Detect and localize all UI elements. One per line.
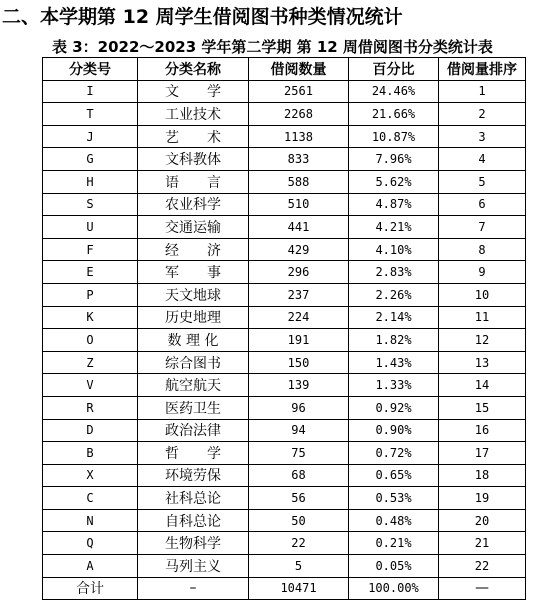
borrow-count-cell: 510 <box>249 193 349 216</box>
table-row <box>43 306 526 329</box>
borrow-count-cell: 139 <box>249 374 349 397</box>
category-code-cell: O <box>43 329 138 352</box>
rank-cell: 21 <box>439 532 526 555</box>
percentage-cell: 0.65% <box>349 464 439 487</box>
category-name-cell: 综合图书 <box>138 351 249 374</box>
total-count: 10471 <box>249 577 349 600</box>
borrow-count-cell: 56 <box>249 487 349 510</box>
borrow-count-cell: 22 <box>249 532 349 555</box>
category-code-cell: T <box>43 103 138 126</box>
table-row <box>43 396 526 419</box>
header-rank: 借阅量排序 <box>439 58 526 81</box>
category-name-cell: 数 理 化 <box>138 329 249 352</box>
borrow-count-cell: 296 <box>249 261 349 284</box>
total-rank: — <box>439 577 526 600</box>
category-name-cell: 社科总论 <box>138 487 249 510</box>
borrow-count-cell: 150 <box>249 351 349 374</box>
category-name-cell: 哲 学 <box>138 442 249 465</box>
category-code-cell: A <box>43 555 138 578</box>
total-percent: 100.00% <box>349 577 439 600</box>
rank-cell: 4 <box>439 148 526 171</box>
rank-cell: 20 <box>439 509 526 532</box>
table-row <box>43 329 526 352</box>
table-row <box>43 374 526 397</box>
total-row <box>43 577 526 600</box>
rank-cell: 22 <box>439 555 526 578</box>
borrow-count-cell: 224 <box>249 306 349 329</box>
total-name: – <box>138 577 249 600</box>
percentage-cell: 1.33% <box>349 374 439 397</box>
table-body <box>43 80 526 577</box>
rank-cell: 14 <box>439 374 526 397</box>
table-row <box>43 148 526 171</box>
category-code-cell: U <box>43 216 138 239</box>
rank-cell: 13 <box>439 351 526 374</box>
category-code-cell: N <box>43 509 138 532</box>
percentage-cell: 10.87% <box>349 125 439 148</box>
category-name-cell: 交通运输 <box>138 216 249 239</box>
percentage-cell: 21.66% <box>349 103 439 126</box>
rank-cell: 17 <box>439 442 526 465</box>
table-row <box>43 193 526 216</box>
category-name-cell: 文科教体 <box>138 148 249 171</box>
percentage-cell: 0.48% <box>349 509 439 532</box>
rank-cell: 1 <box>439 80 526 103</box>
category-name-cell: 环境劳保 <box>138 464 249 487</box>
rank-cell: 15 <box>439 396 526 419</box>
rank-cell: 16 <box>439 419 526 442</box>
percentage-cell: 2.14% <box>349 306 439 329</box>
percentage-cell: 0.53% <box>349 487 439 510</box>
category-code-cell: B <box>43 442 138 465</box>
table-row <box>43 487 526 510</box>
percentage-cell: 0.05% <box>349 555 439 578</box>
table-row <box>43 464 526 487</box>
table-row <box>43 532 526 555</box>
rank-cell: 12 <box>439 329 526 352</box>
rank-cell: 5 <box>439 170 526 193</box>
table-row <box>43 283 526 306</box>
category-code-cell: G <box>43 148 138 171</box>
borrow-count-cell: 441 <box>249 216 349 239</box>
rank-cell: 2 <box>439 103 526 126</box>
borrow-count-cell: 68 <box>249 464 349 487</box>
category-name-cell: 马列主义 <box>138 555 249 578</box>
percentage-cell: 24.46% <box>349 80 439 103</box>
table-row <box>43 103 526 126</box>
table-row <box>43 125 526 148</box>
category-code-cell: C <box>43 487 138 510</box>
table-row <box>43 509 526 532</box>
category-name-cell: 政治法律 <box>138 419 249 442</box>
category-code-cell: K <box>43 306 138 329</box>
percentage-cell: 4.10% <box>349 238 439 261</box>
borrow-count-cell: 191 <box>249 329 349 352</box>
table-row <box>43 261 526 284</box>
rank-cell: 10 <box>439 283 526 306</box>
table-header <box>43 58 526 81</box>
total-label: 合计 <box>43 577 138 600</box>
category-code-cell: E <box>43 261 138 284</box>
header-borrow-count: 借阅数量 <box>249 58 349 81</box>
category-name-cell: 医药卫生 <box>138 396 249 419</box>
category-name-cell: 语 言 <box>138 170 249 193</box>
borrow-count-cell: 833 <box>249 148 349 171</box>
borrow-count-cell: 1138 <box>249 125 349 148</box>
category-name-cell: 军 事 <box>138 261 249 284</box>
category-name-cell: 天文地球 <box>138 283 249 306</box>
category-code-cell: V <box>43 374 138 397</box>
header-percentage: 百分比 <box>349 58 439 81</box>
section-heading: 二、本学期第 12 周学生借阅图书种类情况统计 <box>2 6 403 28</box>
category-name-cell: 文 学 <box>138 80 249 103</box>
borrow-count-cell: 50 <box>249 509 349 532</box>
percentage-cell: 1.43% <box>349 351 439 374</box>
category-code-cell: D <box>43 419 138 442</box>
borrow-count-cell: 96 <box>249 396 349 419</box>
borrowing-stats-table <box>42 57 526 600</box>
table-row <box>43 216 526 239</box>
header-row <box>43 58 526 81</box>
rank-cell: 19 <box>439 487 526 510</box>
borrow-count-cell: 2561 <box>249 80 349 103</box>
rank-cell: 7 <box>439 216 526 239</box>
header-category-code: 分类号 <box>43 58 138 81</box>
category-name-cell: 历史地理 <box>138 306 249 329</box>
percentage-cell: 7.96% <box>349 148 439 171</box>
borrow-count-cell: 588 <box>249 170 349 193</box>
category-code-cell: X <box>43 464 138 487</box>
percentage-cell: 0.72% <box>349 442 439 465</box>
percentage-cell: 0.92% <box>349 396 439 419</box>
percentage-cell: 5.62% <box>349 170 439 193</box>
category-code-cell: Q <box>43 532 138 555</box>
percentage-cell: 2.26% <box>349 283 439 306</box>
category-code-cell: F <box>43 238 138 261</box>
category-name-cell: 自科总论 <box>138 509 249 532</box>
borrow-count-cell: 94 <box>249 419 349 442</box>
percentage-cell: 1.82% <box>349 329 439 352</box>
table-row <box>43 80 526 103</box>
category-name-cell: 艺 术 <box>138 125 249 148</box>
table-row <box>43 442 526 465</box>
percentage-cell: 0.21% <box>349 532 439 555</box>
table-row <box>43 555 526 578</box>
category-code-cell: S <box>43 193 138 216</box>
table-caption: 表 3：2022～2023 学年第二学期 第 12 周借阅图书分类统计表 <box>52 38 493 56</box>
table-row <box>43 238 526 261</box>
rank-cell: 6 <box>439 193 526 216</box>
category-name-cell: 农业科学 <box>138 193 249 216</box>
table-row <box>43 170 526 193</box>
borrow-count-cell: 5 <box>249 555 349 578</box>
percentage-cell: 2.83% <box>349 261 439 284</box>
rank-cell: 3 <box>439 125 526 148</box>
percentage-cell: 0.90% <box>349 419 439 442</box>
category-code-cell: J <box>43 125 138 148</box>
rank-cell: 11 <box>439 306 526 329</box>
category-code-cell: R <box>43 396 138 419</box>
rank-cell: 8 <box>439 238 526 261</box>
borrow-count-cell: 75 <box>249 442 349 465</box>
category-name-cell: 生物科学 <box>138 532 249 555</box>
category-name-cell: 经 济 <box>138 238 249 261</box>
header-category-name: 分类名称 <box>138 58 249 81</box>
percentage-cell: 4.21% <box>349 216 439 239</box>
table-footer <box>43 577 526 600</box>
table-row <box>43 351 526 374</box>
borrow-count-cell: 237 <box>249 283 349 306</box>
borrow-count-cell: 429 <box>249 238 349 261</box>
borrow-count-cell: 2268 <box>249 103 349 126</box>
category-code-cell: H <box>43 170 138 193</box>
category-code-cell: P <box>43 283 138 306</box>
category-code-cell: Z <box>43 351 138 374</box>
category-name-cell: 航空航天 <box>138 374 249 397</box>
rank-cell: 18 <box>439 464 526 487</box>
table-row <box>43 419 526 442</box>
category-name-cell: 工业技术 <box>138 103 249 126</box>
rank-cell: 9 <box>439 261 526 284</box>
category-code-cell: I <box>43 80 138 103</box>
percentage-cell: 4.87% <box>349 193 439 216</box>
